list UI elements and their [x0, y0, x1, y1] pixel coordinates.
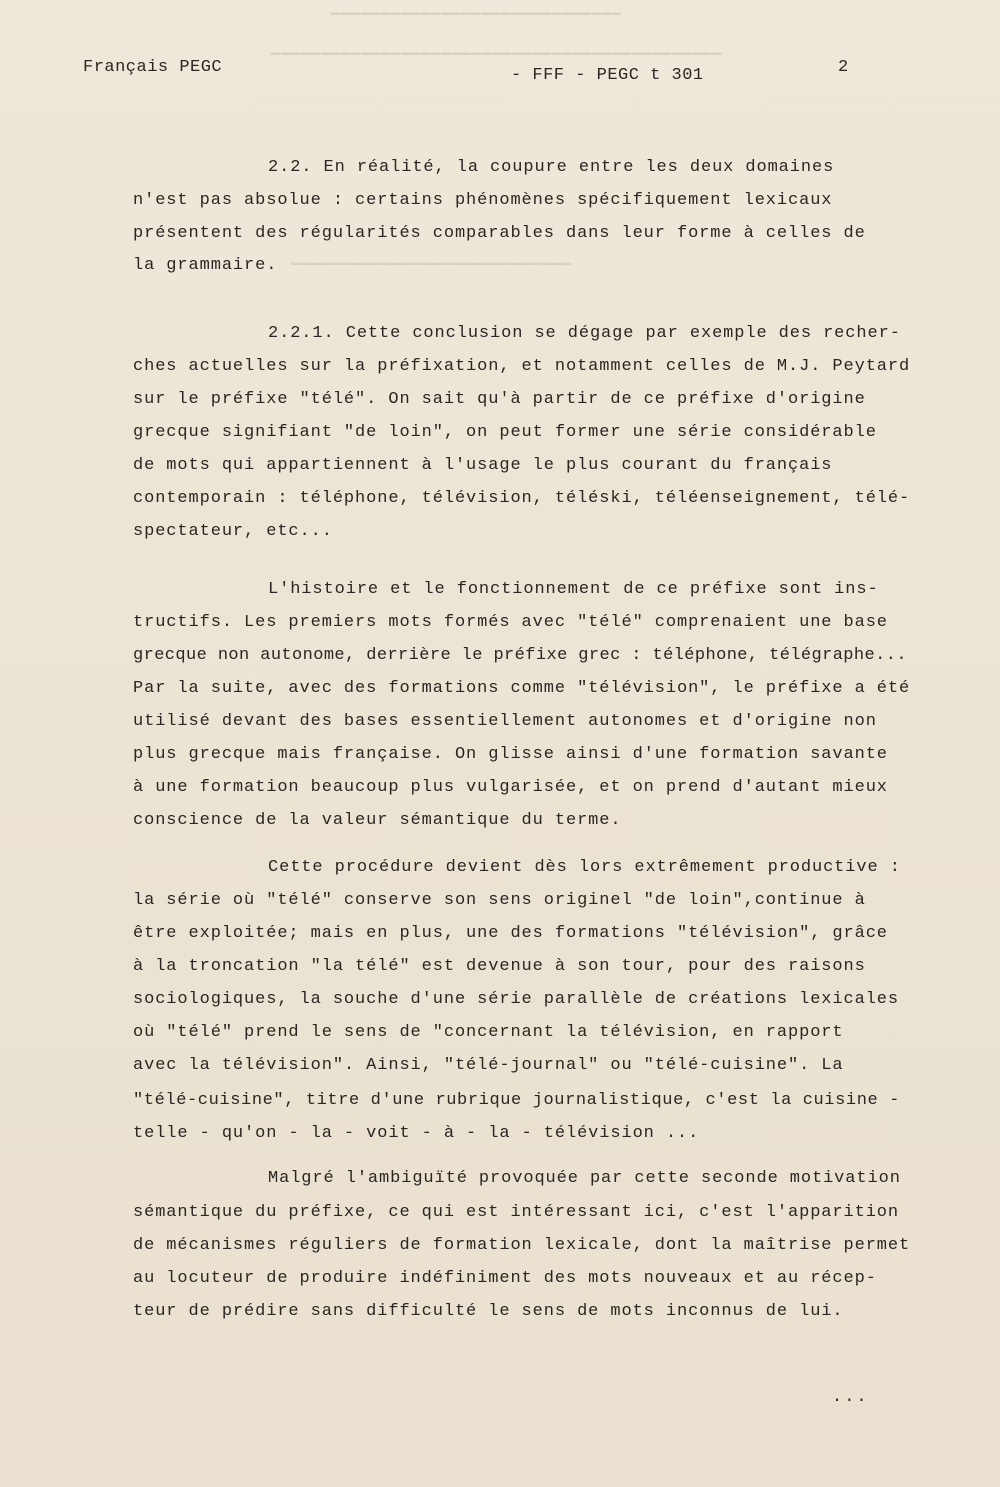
bleed-through-text: ━━━━━━━━━━━━━━━━━━━━━━━━━━━━━━━━━━━━━━━━━━━━━ [270, 47, 722, 64]
text-line: grecque signifiant "de loin", on peut former une série considérable [133, 423, 877, 442]
text-line: sémantique du préfixe, ce qui est intéressant ici, c'est l'apparition [133, 1203, 900, 1222]
text-line: utilisé devant des bases essentiellement autonomes et d'origine non [133, 712, 877, 731]
text-line: L'histoire et le fonctionnement de ce préfixe sont ins- [268, 580, 879, 599]
text-line: n'est pas absolue : certains phénomènes spécifiquement lexicaux [133, 191, 833, 210]
text-line: tructifs. Les premiers mots formés avec "télé" comprenaient une base [133, 613, 888, 632]
text-line: Par la suite, avec des formations comme "télévision", le préfixe a été [133, 679, 911, 698]
page-number: 2 [838, 58, 849, 77]
text-line: teur de prédire sans difficulté le sens de mots inconnus de lui. [133, 1302, 844, 1321]
bleed-through-text: ━━━━━━━━━━━━━━━━━━━━━━━━━━━━ [290, 257, 571, 274]
continuation-marker: ... [832, 1388, 869, 1407]
text-line: la série où "télé" conserve son sens originel "de loin",continue à [133, 891, 866, 910]
text-line: spectateur, etc... [133, 522, 333, 541]
text-line: conscience de la valeur sémantique du terme. [133, 811, 622, 830]
text-line: présentent des régularités comparables dans leur forme à celles de [133, 224, 866, 243]
text-line: de mécanismes réguliers de formation lexicale, dont la maîtrise permet [133, 1236, 911, 1255]
text-line: ches actuelles sur la préfixation, et notamment celles de M.J. Peytard [133, 357, 911, 376]
header-center: - FFF - PEGC t 301 [511, 66, 704, 85]
text-line: 2.2.1. Cette conclusion se dégage par exemple des recher- [268, 324, 901, 343]
text-line: "télé-cuisine", titre d'une rubrique journalistique, c'est la cuisine - [133, 1091, 900, 1110]
text-line: où "télé" prend le sens de "concernant la télévision, en rapport [133, 1023, 844, 1042]
text-line: être exploitée; mais en plus, une des formations "télévision", grâce [133, 924, 888, 943]
text-line: grecque non autonome, derrière le préfixe grec : téléphone, télégraphe... [133, 646, 907, 665]
bleed-through-text: ━━━━━━━━━━━━━━━━━━━━━━━━━━━━━ [330, 7, 621, 24]
text-line: telle - qu'on - la - voit - à - la - télévision ... [133, 1124, 700, 1143]
text-line: à une formation beaucoup plus vulgarisée, et on prend d'autant mieux [133, 778, 888, 797]
text-line: plus grecque mais française. On glisse ainsi d'une formation savante [133, 745, 888, 764]
text-line: contemporain : téléphone, télévision, téléski, téléenseignement, télé- [133, 489, 911, 508]
text-line: avec la télévision". Ainsi, "télé-journal" ou "télé-cuisine". La [133, 1056, 844, 1075]
text-line: 2.2. En réalité, la coupure entre les deux domaines [268, 158, 835, 177]
text-line: sur le préfixe "télé". On sait qu'à partir de ce préfixe d'origine [133, 390, 866, 409]
text-line: au locuteur de produire indéfiniment des mots nouveaux et au récep- [133, 1269, 877, 1288]
text-line: la grammaire. [133, 256, 278, 275]
text-line: Malgré l'ambiguïté provoquée par cette seconde motivation [268, 1169, 901, 1188]
header-left: Français PEGC [83, 58, 223, 77]
text-line: à la troncation "la télé" est devenue à son tour, pour des raisons [133, 957, 866, 976]
text-line: Cette procédure devient dès lors extrêmement productive : [268, 858, 901, 877]
text-line: de mots qui appartiennent à l'usage le plus courant du français [133, 456, 833, 475]
text-line: sociologiques, la souche d'une série parallèle de créations lexicales [133, 990, 900, 1009]
